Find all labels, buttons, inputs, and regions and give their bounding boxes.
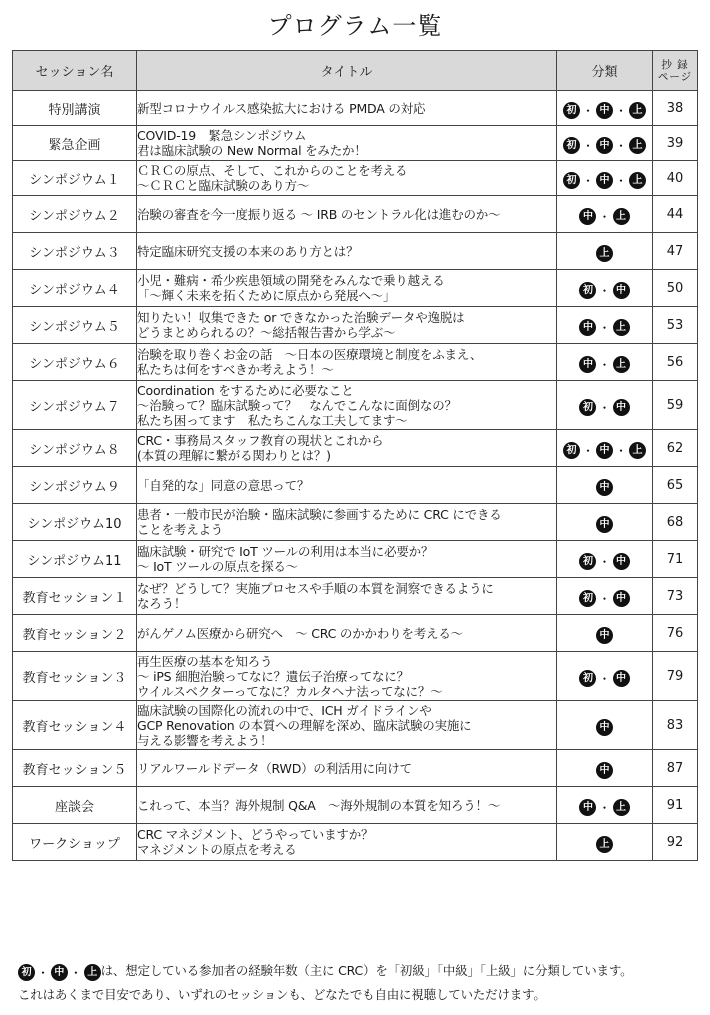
title-cell — [137, 270, 557, 307]
classification-cell — [557, 126, 653, 161]
title-line: Coordination をするために必要なこと — [137, 382, 354, 398]
title-line: なろう！ — [137, 596, 187, 611]
title-line: 再生医療の基本を知ろう — [137, 653, 273, 669]
title-line: ～ＣＲＣと臨床試験のあり方～ — [137, 178, 310, 193]
level-badges — [596, 719, 613, 736]
abstract-page-cell: 39 — [653, 126, 698, 161]
title-cell — [137, 467, 557, 504]
title-line: 治験の審査を今一度振り返る ～ IRB のセントラル化は進むのか～ — [137, 206, 501, 222]
table-row — [13, 652, 698, 701]
session-name-cell: シンポジウム８ — [13, 430, 137, 467]
session-name-cell: 座談会 — [13, 787, 137, 824]
header-session: セッション名 — [13, 51, 137, 91]
beginner-badge-icon: 初 — [18, 964, 35, 981]
advanced-badge-icon: 上 — [629, 137, 646, 154]
title-line: 私たち困ってます 私たちこんな工夫してます～ — [137, 412, 408, 428]
classification-cell — [557, 196, 653, 233]
title-line: ことを考えよう — [137, 522, 224, 537]
classification-cell — [557, 161, 653, 196]
title-line: 小児・難病・希少疾患領域の開発をみんなで乗り越える — [137, 273, 445, 288]
classification-cell — [557, 233, 653, 270]
title-cell — [137, 430, 557, 467]
advanced-badge-icon: 上 — [629, 102, 646, 119]
abstract-page-cell: 71 — [653, 541, 698, 578]
badge-separator: ・ — [615, 103, 628, 118]
session-name-cell: 教育セッション５ — [13, 750, 137, 787]
session-name-cell: シンポジウム11 — [13, 541, 137, 578]
badge-separator: ・ — [598, 671, 611, 686]
title-line: 新型コロナウイルス感染拡大における PMDA の対応 — [137, 100, 426, 116]
advanced-badge-icon: 上 — [613, 799, 630, 816]
title-cell — [137, 750, 557, 787]
classification-cell — [557, 701, 653, 750]
session-name-cell: シンポジウム１ — [13, 161, 137, 196]
title-line: どうまとめられるの？～総括報告書から学ぶ～ — [137, 325, 396, 340]
beginner-badge-icon: 初 — [563, 137, 580, 154]
level-badges — [596, 627, 613, 644]
badge-separator: ・ — [69, 965, 82, 980]
classification-cell — [557, 381, 653, 430]
abstract-page-cell: 53 — [653, 307, 698, 344]
intermediate-badge-icon: 中 — [596, 762, 613, 779]
title-line: がんゲノム医療から研究へ ～ CRC のかかわりを考える～ — [137, 625, 463, 641]
classification-cell — [557, 615, 653, 652]
classification-cell — [557, 578, 653, 615]
footnote-line1 — [18, 960, 708, 984]
badge-separator: ・ — [615, 173, 628, 188]
abstract-page-cell: 87 — [653, 750, 698, 787]
table-row — [13, 196, 698, 233]
level-badges — [579, 553, 629, 570]
badge-separator: ・ — [581, 103, 594, 118]
advanced-badge-icon: 上 — [84, 964, 101, 981]
level-badges — [579, 590, 629, 607]
classification-cell — [557, 467, 653, 504]
advanced-badge-icon: 上 — [613, 356, 630, 373]
beginner-badge-icon: 初 — [579, 590, 596, 607]
table-row — [13, 161, 698, 196]
program-table — [12, 50, 698, 861]
footnote-text-1: は、想定している参加者の経験年数（主に CRC）を「初級」「中級」「上級」に分類しています。 — [100, 963, 633, 978]
title-cell — [137, 615, 557, 652]
abstract-page-cell: 50 — [653, 270, 698, 307]
title-line: CRC マネジメント、どうやっていますか？ — [137, 827, 374, 842]
title-cell — [137, 578, 557, 615]
classification-cell — [557, 430, 653, 467]
intermediate-badge-icon: 中 — [613, 670, 630, 687]
session-name-cell: 緊急企画 — [13, 126, 137, 161]
title-line: ＣＲＣの原点、そして、これからのことを考える — [137, 163, 408, 178]
title-line: リアルワールドデータ（RWD）の利活用に向けて — [137, 760, 412, 776]
title-line: 特定臨床研究支援の本来のあり方とは？ — [137, 243, 359, 259]
title-line: マネジメントの原点を考える — [137, 842, 297, 857]
title-cell — [137, 196, 557, 233]
title-line: 治験を取り巻くお金の話 ～日本の医療環境と制度をふまえ、 — [137, 347, 483, 362]
level-badges — [596, 479, 613, 496]
intermediate-badge-icon: 中 — [596, 516, 613, 533]
session-name-cell: シンポジウム７ — [13, 381, 137, 430]
intermediate-badge-icon: 中 — [579, 208, 596, 225]
header-classification: 分類 — [557, 51, 653, 91]
beginner-badge-icon: 初 — [563, 442, 580, 459]
title-cell — [137, 126, 557, 161]
title-line: 知りたい！収集できた or できなかった治験データや逸脱は — [137, 310, 465, 325]
badge-separator: ・ — [37, 965, 49, 980]
abstract-page-cell: 40 — [653, 161, 698, 196]
title-line: これって、本当？海外規制 Q&A ～海外規制の本質を知ろう！～ — [137, 797, 501, 813]
session-name-cell: シンポジウム２ — [13, 196, 137, 233]
title-cell — [137, 91, 557, 126]
abstract-page-cell: 92 — [653, 824, 698, 861]
title-cell — [137, 161, 557, 196]
title-line: ～ iPS 細胞治験ってなに？遺伝子治療ってなに？ — [137, 668, 409, 684]
level-badges — [563, 172, 646, 189]
abstract-page-cell: 68 — [653, 504, 698, 541]
abstract-page-cell: 76 — [653, 615, 698, 652]
footnote-line2: これはあくまで目安であり、いずれのセッションも、どなたでも自由に視聴していただけます。 — [18, 986, 546, 1002]
classification-cell — [557, 91, 653, 126]
level-badges — [579, 319, 629, 336]
table-row — [13, 541, 698, 578]
level-badges — [579, 399, 629, 416]
badge-separator: ・ — [581, 443, 594, 458]
badge-separator: ・ — [598, 591, 611, 606]
level-badges — [563, 137, 646, 154]
intermediate-badge-icon: 中 — [596, 137, 613, 154]
classification-cell — [557, 504, 653, 541]
badge-separator: ・ — [598, 800, 611, 815]
abstract-page-cell: 59 — [653, 381, 698, 430]
badge-separator: ・ — [598, 320, 611, 335]
session-name-cell: シンポジウム10 — [13, 504, 137, 541]
session-name-cell: 教育セッション３ — [13, 652, 137, 701]
title-line: CRC・事務局スタッフ教育の現状とこれから — [137, 433, 384, 448]
badge-separator: ・ — [598, 357, 611, 372]
level-badges — [579, 208, 629, 225]
session-name-cell: 教育セッション２ — [13, 615, 137, 652]
classification-cell — [557, 787, 653, 824]
level-badges — [579, 799, 629, 816]
level-badges — [596, 836, 613, 853]
title-line: 君は臨床試験の New Normal をみたか！ — [137, 143, 367, 158]
title-line: (本質の理解に繋がる関わりとは？) — [137, 448, 331, 463]
table-row — [13, 467, 698, 504]
intermediate-badge-icon: 中 — [596, 442, 613, 459]
abstract-page-cell: 38 — [653, 91, 698, 126]
abstract-page-cell: 56 — [653, 344, 698, 381]
footnote — [18, 960, 708, 1006]
table-row — [13, 307, 698, 344]
advanced-badge-icon: 上 — [613, 208, 630, 225]
abstract-page-cell: 47 — [653, 233, 698, 270]
title-line: 「～輝く未来を拓くために原点から発展へ～」 — [137, 288, 396, 303]
intermediate-badge-icon: 中 — [596, 172, 613, 189]
title-line: 私たちは何をすべきか考えよう！～ — [137, 362, 334, 377]
title-line: 臨床試験・研究で IoT ツールの利用は本当に必要か？ — [137, 544, 434, 559]
beginner-badge-icon: 初 — [563, 172, 580, 189]
session-name-cell: シンポジウム４ — [13, 270, 137, 307]
intermediate-badge-icon: 中 — [51, 964, 68, 981]
classification-cell — [557, 270, 653, 307]
table-row — [13, 430, 698, 467]
intermediate-badge-icon: 中 — [613, 590, 630, 607]
title-cell — [137, 787, 557, 824]
intermediate-badge-icon: 中 — [596, 479, 613, 496]
abstract-page-cell: 65 — [653, 467, 698, 504]
badge-separator: ・ — [581, 173, 594, 188]
title-line: COVID-19 緊急シンポジウム — [137, 128, 307, 143]
header-page-line1: 抄 録 — [661, 58, 689, 71]
abstract-page-cell: 73 — [653, 578, 698, 615]
classification-cell — [557, 652, 653, 701]
title-line: GCP Renovation の本質への理解を深め、臨床試験の実施に — [137, 717, 472, 733]
advanced-badge-icon: 上 — [596, 245, 613, 262]
badge-separator: ・ — [598, 209, 611, 224]
page-title: プログラム一覧 — [267, 12, 443, 40]
abstract-page-cell: 44 — [653, 196, 698, 233]
beginner-badge-icon: 初 — [563, 102, 580, 119]
beginner-badge-icon: 初 — [579, 553, 596, 570]
level-badges — [579, 356, 629, 373]
title-line: 「自発的な」同意の意思って？ — [137, 477, 310, 493]
badge-separator: ・ — [598, 400, 611, 415]
title-line: ウイルスベクターってなに？カルタヘナ法ってなに？～ — [137, 683, 443, 699]
level-badges — [596, 762, 613, 779]
title-cell — [137, 824, 557, 861]
badge-separator: ・ — [598, 554, 611, 569]
title-cell — [137, 307, 557, 344]
table-row — [13, 578, 698, 615]
classification-cell — [557, 541, 653, 578]
beginner-badge-icon: 初 — [579, 670, 596, 687]
title-line: なぜ？どうして？実施プロセスや手順の本質を洞察できるように — [137, 581, 494, 596]
header-title: タイトル — [137, 51, 557, 91]
header-page-line2: ページ — [657, 70, 693, 83]
table-row — [13, 91, 698, 126]
table-row — [13, 615, 698, 652]
intermediate-badge-icon: 中 — [613, 399, 630, 416]
advanced-badge-icon: 上 — [629, 442, 646, 459]
session-name-cell: シンポジウム５ — [13, 307, 137, 344]
intermediate-badge-icon: 中 — [596, 627, 613, 644]
session-name-cell: シンポジウム３ — [13, 233, 137, 270]
title-cell — [137, 701, 557, 750]
session-name-cell: 教育セッション１ — [13, 578, 137, 615]
abstract-page-cell: 83 — [653, 701, 698, 750]
footnote-badges — [18, 962, 101, 984]
intermediate-badge-icon: 中 — [613, 282, 630, 299]
session-name-cell: シンポジウム６ — [13, 344, 137, 381]
badge-separator: ・ — [581, 138, 594, 153]
intermediate-badge-icon: 中 — [579, 356, 596, 373]
title-cell — [137, 233, 557, 270]
abstract-page-cell: 62 — [653, 430, 698, 467]
title-line: ～治験って？臨床試験って？ なんでこんなに面倒なの？ — [137, 397, 457, 413]
table-row — [13, 701, 698, 750]
session-name-cell: シンポジウム９ — [13, 467, 137, 504]
table-row — [13, 270, 698, 307]
level-badges — [579, 670, 629, 687]
intermediate-badge-icon: 中 — [579, 799, 596, 816]
table-row — [13, 381, 698, 430]
classification-cell — [557, 344, 653, 381]
session-name-cell: 特別講演 — [13, 91, 137, 126]
header-page — [653, 51, 698, 91]
classification-cell — [557, 750, 653, 787]
advanced-badge-icon: 上 — [613, 319, 630, 336]
advanced-badge-icon: 上 — [629, 172, 646, 189]
abstract-page-cell: 79 — [653, 652, 698, 701]
advanced-badge-icon: 上 — [596, 836, 613, 853]
beginner-badge-icon: 初 — [579, 282, 596, 299]
intermediate-badge-icon: 中 — [596, 719, 613, 736]
level-badges — [563, 102, 646, 119]
table-row — [13, 126, 698, 161]
title-cell — [137, 652, 557, 701]
title-line: ～ IoT ツールの原点を探る～ — [137, 559, 298, 574]
badge-separator: ・ — [615, 443, 628, 458]
table-row — [13, 344, 698, 381]
badge-separator: ・ — [615, 138, 628, 153]
classification-cell — [557, 307, 653, 344]
title-line: 臨床試験の国際化の流れの中で、ICH ガイドラインや — [137, 702, 432, 718]
intermediate-badge-icon: 中 — [579, 319, 596, 336]
title-line: 患者・一般市民が治験・臨床試験に参画するために CRC にできる — [137, 507, 502, 522]
title-cell — [137, 344, 557, 381]
level-badges — [596, 516, 613, 533]
table-row — [13, 750, 698, 787]
level-badges — [563, 442, 646, 459]
title-cell — [137, 541, 557, 578]
title-cell — [137, 504, 557, 541]
abstract-page-cell: 91 — [653, 787, 698, 824]
session-name-cell: ワークショップ — [13, 824, 137, 861]
classification-cell — [557, 824, 653, 861]
table-row — [13, 233, 698, 270]
intermediate-badge-icon: 中 — [613, 553, 630, 570]
level-badges — [596, 245, 613, 262]
table-row — [13, 504, 698, 541]
session-name-cell: 教育セッション４ — [13, 701, 137, 750]
intermediate-badge-icon: 中 — [596, 102, 613, 119]
table-header-row — [13, 51, 698, 91]
badge-separator: ・ — [598, 283, 611, 298]
table-row — [13, 787, 698, 824]
level-badges — [579, 282, 629, 299]
table-row — [13, 824, 698, 861]
title-cell — [137, 381, 557, 430]
beginner-badge-icon: 初 — [579, 399, 596, 416]
table-body — [13, 91, 698, 861]
title-line: 与える影響を考えよう！ — [137, 732, 273, 748]
